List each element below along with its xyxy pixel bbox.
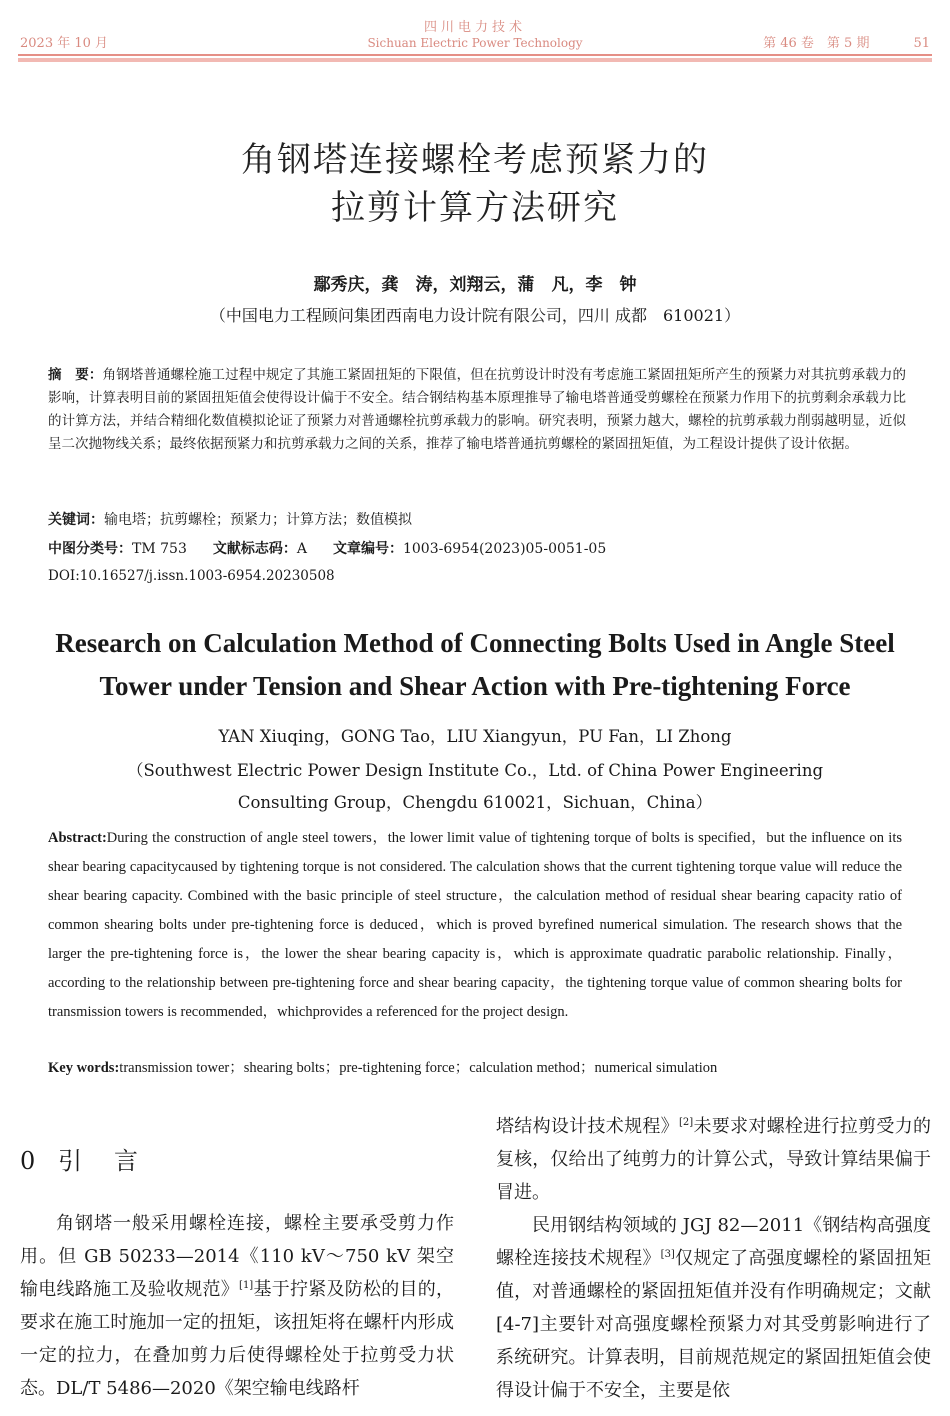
abstract-en [48,824,902,1027]
paper-title-cn-line2: 拉剪计算方法研究 [331,188,619,228]
journal-name-cn: 四川电力技术 [423,20,526,35]
paper-title-en [0,622,950,708]
paragraph [496,1110,931,1209]
section-title-char2: 言 [114,1147,138,1175]
article-number-label: 文章编号： [332,541,403,557]
doc-code-value: A [296,541,307,557]
abstract-cn-text: 角钢塔普通螺栓施工过程中规定了其施工紧固扭矩的下限值，但在抗剪设计时没有考虑施工紧固扭矩所产生的预紧力对其抗剪承载力的影响，计算表明目前的紧固扭矩值会使得设计偏于不安全。结合钢结构基本原理推导了输电塔普通受剪螺栓在预紧力作用下的抗剪剩余承载力比的计算方法，并结合精细化数值模拟论证了预紧力对普通螺栓抗剪承载力的影响。研究表明，预紧力越大，螺栓的抗剪承载力削弱越明显，近似呈二次抛物线关系；最终依据预紧力和抗剪承载力之间的关系，推荐了输电塔普通抗剪螺栓的紧固扭矩值，为工程设计提供了设计依据。 [48,367,906,452]
keywords-cn [48,509,412,529]
classification-info [48,538,606,558]
paper-title-cn [0,136,950,232]
header-issue-page [763,32,930,51]
clc-label: 中图分类号： [48,541,132,557]
abstract-en-label: Abstract: [48,830,107,846]
section-heading [20,1141,138,1176]
paragraph-text: 基于拧紧及防松的目的，要求在施工时施加一定的扭矩，该扭矩将在螺杆内形成一定的拉力，在叠加剪力后使得螺栓处于拉剪受力状态。DL/T 5486—2020《架空输电线路杆 [20,1279,455,1399]
affiliation-cn: （中国电力工程顾问集团西南电力设计院有限公司，四川 成都 610021） [209,306,741,325]
paragraph-text: 民用钢结构领域的 JGJ 82—2011《钢结构高强度螺栓连接技术规程》 [496,1215,931,1269]
header-issue: 第 46 卷 第 5 期 [763,36,870,51]
keywords-en-text: transmission tower；shearing bolts；pre-tightening force；calculation method；numerical simulation [119,1060,718,1076]
authors-en: YAN Xiuqing，GONG Tao，LIU Xiangyun，PU Fan，LI Zhong [218,727,732,746]
paper-title-en-line2: Tower under Tension and Shear Action with Pre-tightening Force [99,671,851,701]
doc-code-label: 文献标志码： [212,541,297,557]
journal-name-en: Sichuan Electric Power Technology [367,36,583,50]
paper-title-cn-line1: 角钢塔连接螺栓考虑预紧力的 [241,140,709,180]
citation: [3] [660,1249,675,1260]
paragraph-text: 角钢塔一般采用螺栓连接，螺栓主要承受剪力作用。但 GB 50233—2014《110 kV～750 kV 架空输电线路施工及验收规范》 [20,1213,454,1300]
abstract-cn-label: 摘 要： [48,367,103,383]
doi: DOI:10.16527/j.issn.1003-6954.20230508 [48,568,335,584]
article-number-value: 1003-6954(2023)05-0051-05 [402,541,607,557]
paragraph-text: 仅规定了高强度螺栓的紧固扭矩值，对普通螺栓的紧固扭矩值并没有作明确规定；文献[4-7]主要针对高强度螺栓预紧力对其受剪影响进行了系统研究。计算表明，目前规范规定的紧固扭矩值会使得设计偏于不安全，主要是依 [496,1248,931,1401]
body-column-right [496,1110,931,1407]
paragraph [496,1209,931,1407]
paragraph [20,1207,454,1405]
keywords-en [48,1056,717,1077]
affiliation-en-line2: Consulting Group，Chengdu 610021，Sichuan，China） [237,793,713,812]
affiliation-en [0,755,950,819]
citation: [2] [678,1117,694,1128]
body-column-left [20,1207,454,1405]
paper-title-en-line1: Research on Calculation Method of Connecting Bolts Used in Angle Steel [55,628,895,658]
page-number: 51 [913,36,930,51]
abstract-cn [48,364,906,456]
header-rule-thin [18,54,932,56]
keywords-cn-text: 输电塔；抗剪螺栓；预紧力；计算方法；数值模拟 [104,512,412,528]
citation: [1] [239,1280,254,1291]
header-rule-thick [18,58,932,62]
affiliation-en-line1: （Southwest Electric Power Design Institute Co.，Ltd. of China Power Engineering [126,761,824,780]
section-number: 0 [20,1147,36,1175]
section-title-char1: 引 [58,1147,82,1175]
paragraph-text: 未要求对螺栓进行拉剪受力的复核，仅给出了纯剪力的计算公式，导致计算结果偏于冒进。 [496,1116,931,1203]
paragraph-text: 塔结构设计技术规程》 [496,1116,679,1137]
clc-value: TM 753 [132,541,187,557]
keywords-cn-label: 关键词： [48,512,104,528]
abstract-en-text: During the construction of angle steel towers，the lower limit value of tightening torque of bolts is specified，but the influence on its shear bearing capacitycaused by tightening torque is not considered. The calculation shows that the current tightening torque value will reduce the shear bearing capacity. Combined with the basic principle of steel structure，the calculation method of residual shear bearing capacity ratio of common shearing bolts under pre-tightening force is deduced，which is proved byrefined numerical simulation. The research shows that the larger the pre-tightening force is，the lower the shear bearing capacity is，which is approximate quadratic parabolic relationship. Finally，according to the relationship between pre-tightening force and shear bearing capacity，the tightening torque value of common shearing bolts for transmission towers is recommended，whichprovides a referenced for the project design. [48,830,902,1020]
keywords-en-label: Key words: [48,1060,120,1076]
authors-cn: 鄢秀庆，龚 涛，刘翔云，蒲 凡，李 钟 [313,275,637,295]
header-date: 2023 年 10 月 [20,36,109,51]
